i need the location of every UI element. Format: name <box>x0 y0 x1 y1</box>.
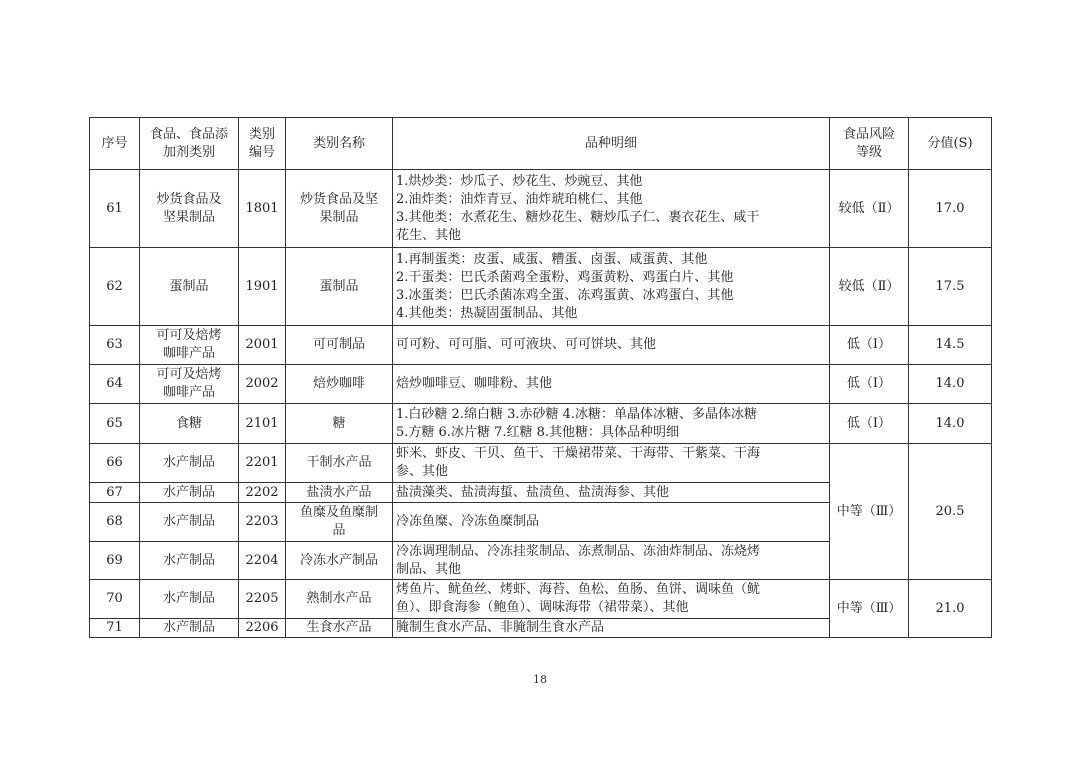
row-food-category: 食糖 <box>140 404 239 444</box>
row-category-name: 蛋制品 <box>286 248 393 326</box>
row-code: 2101 <box>239 404 286 444</box>
row-detail: 1.白砂糖 2.绵白糖 3.赤砂糖 4.冰糖：单晶体冰糖、多晶体冰糖 5.方糖 6.冰片糖 7.红糖 8.其他糖：具体品种明细 <box>393 404 830 444</box>
row-category-name: 熟制水产品 <box>286 580 393 619</box>
row-food-category: 水产制品 <box>140 483 239 503</box>
row-food-category: 可可及焙烤 咖啡产品 <box>140 326 239 365</box>
row-risk: 较低（Ⅱ） <box>830 248 909 326</box>
row-seq: 64 <box>90 365 140 404</box>
table-row <box>90 248 992 326</box>
row-food-category: 水产制品 <box>140 503 239 542</box>
page-number: 18 <box>533 673 547 686</box>
header-category-name: 类别名称 <box>286 118 393 170</box>
row-code: 2002 <box>239 365 286 404</box>
row-detail: 烤鱼片、鱿鱼丝、烤虾、海苔、鱼松、鱼肠、鱼饼、调味鱼（鱿 鱼）、即食海参（鲍鱼）、调味海带（裙带菜）、其他 <box>393 580 830 619</box>
header-risk-level: 食品风险 等级 <box>830 118 909 170</box>
row-score: 17.5 <box>909 248 992 326</box>
row-seq: 67 <box>90 483 140 503</box>
row-code: 2206 <box>239 619 286 638</box>
merged-risk-66-69: 中等（Ⅲ） <box>830 444 909 580</box>
row-detail: 1.再制蛋类：皮蛋、咸蛋、糟蛋、卤蛋、咸蛋黄、其他 2.干蛋类：巴氏杀菌鸡全蛋粉、鸡蛋黄粉、鸡蛋白片、其他 3.冰蛋类：巴氏杀菌冻鸡全蛋、冻鸡蛋黄、冰鸡蛋白、其他 4.其他类：热凝固蛋制品、其他 <box>393 248 830 326</box>
row-code: 2202 <box>239 483 286 503</box>
row-detail: 焙炒咖啡豆、咖啡粉、其他 <box>393 365 830 404</box>
row-food-category: 炒货食品及 坚果制品 <box>140 170 239 248</box>
row-seq: 65 <box>90 404 140 444</box>
row-category-name: 鱼糜及鱼糜制 品 <box>286 503 393 542</box>
merged-score-66-69: 20.5 <box>909 444 992 580</box>
row-category-name: 炒货食品及坚 果制品 <box>286 170 393 248</box>
row-code: 2205 <box>239 580 286 619</box>
row-food-category: 水产制品 <box>140 444 239 483</box>
merged-risk-70-71: 中等（Ⅲ） <box>830 580 909 638</box>
row-code: 1901 <box>239 248 286 326</box>
row-seq: 61 <box>90 170 140 248</box>
table-row <box>90 365 992 404</box>
header-category-code: 类别 编号 <box>239 118 286 170</box>
row-food-category: 水产制品 <box>140 619 239 638</box>
header-score: 分值(S) <box>909 118 992 170</box>
row-detail: 盐渍藻类、盐渍海蜇、盐渍鱼、盐渍海参、其他 <box>393 483 830 503</box>
row-seq: 66 <box>90 444 140 483</box>
table-row <box>90 170 992 248</box>
row-seq: 70 <box>90 580 140 619</box>
row-risk: 低（Ⅰ） <box>830 326 909 365</box>
row-detail: 可可粉、可可脂、可可液块、可可饼块、其他 <box>393 326 830 365</box>
row-seq: 68 <box>90 503 140 542</box>
row-category-name: 冷冻水产制品 <box>286 542 393 580</box>
row-category-name: 干制水产品 <box>286 444 393 483</box>
row-category-name: 可可制品 <box>286 326 393 365</box>
row-food-category: 水产制品 <box>140 542 239 580</box>
row-score: 14.0 <box>909 365 992 404</box>
row-food-category: 可可及焙烤 咖啡产品 <box>140 365 239 404</box>
row-risk: 低（Ⅰ） <box>830 404 909 444</box>
row-seq: 71 <box>90 619 140 638</box>
row-code: 2204 <box>239 542 286 580</box>
row-seq: 63 <box>90 326 140 365</box>
header-food-category: 食品、食品添 加剂类别 <box>140 118 239 170</box>
table-row <box>90 444 992 483</box>
row-detail: 虾米、虾皮、干贝、鱼干、干燥裙带菜、干海带、干紫菜、干海 参、其他 <box>393 444 830 483</box>
row-detail: 冷冻调理制品、冷冻挂浆制品、冻煮制品、冻油炸制品、冻烧烤 制品、其他 <box>393 542 830 580</box>
row-seq: 62 <box>90 248 140 326</box>
row-score: 14.5 <box>909 326 992 365</box>
food-category-risk-table <box>89 117 992 638</box>
row-risk: 低（Ⅰ） <box>830 365 909 404</box>
header-seq: 序号 <box>90 118 140 170</box>
row-code: 2203 <box>239 503 286 542</box>
table-header-row <box>90 118 992 170</box>
row-detail: 1.烘炒类：炒瓜子、炒花生、炒豌豆、其他 2.油炸类：油炸青豆、油炸琥珀桃仁、其他 3.其他类：水煮花生、糖炒花生、糖炒瓜子仁、裹衣花生、咸干 花生、其他 <box>393 170 830 248</box>
table-row <box>90 580 992 619</box>
table-row <box>90 404 992 444</box>
row-code: 2001 <box>239 326 286 365</box>
row-seq: 69 <box>90 542 140 580</box>
row-detail: 腌制生食水产品、非腌制生食水产品 <box>393 619 830 638</box>
row-risk: 较低（Ⅱ） <box>830 170 909 248</box>
row-category-name: 生食水产品 <box>286 619 393 638</box>
row-food-category: 蛋制品 <box>140 248 239 326</box>
row-category-name: 糖 <box>286 404 393 444</box>
row-detail: 冷冻鱼糜、冷冻鱼糜制品 <box>393 503 830 542</box>
row-category-name: 焙炒咖啡 <box>286 365 393 404</box>
row-score: 14.0 <box>909 404 992 444</box>
header-variety-detail: 品种明细 <box>393 118 830 170</box>
row-food-category: 水产制品 <box>140 580 239 619</box>
row-category-name: 盐渍水产品 <box>286 483 393 503</box>
merged-score-70-71: 21.0 <box>909 580 992 638</box>
row-score: 17.0 <box>909 170 992 248</box>
table-row <box>90 326 992 365</box>
row-code: 1801 <box>239 170 286 248</box>
row-code: 2201 <box>239 444 286 483</box>
